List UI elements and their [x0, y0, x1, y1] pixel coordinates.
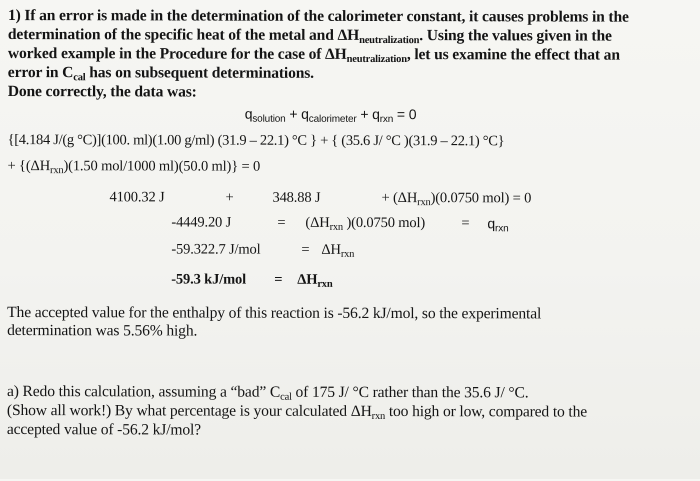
calc-sub-3: rxn	[417, 197, 431, 209]
calc-sub-2: rxn	[50, 165, 64, 177]
calc-line-4b	[305, 214, 425, 234]
calc-line-4-eq2	[461, 214, 469, 232]
q-rxn-symbol: q	[372, 105, 380, 122]
intro-text-4a: error in C	[7, 64, 74, 82]
calc-value-4449: -4449.20 J	[171, 214, 232, 231]
question-line-1	[7, 383, 529, 404]
intro-text-3b: , let us examine the effect that an	[406, 46, 620, 64]
calc-text-5b: ΔH	[321, 241, 341, 258]
calc-plus-3: +	[225, 189, 234, 206]
calc-value-348: 348.88 J	[272, 189, 321, 206]
question-sub-2: rxn	[371, 410, 386, 423]
calc-line-5-eq	[301, 241, 309, 259]
calc-line-6a	[171, 270, 246, 288]
intro-text-5: Done correctly, the data was:	[7, 83, 197, 101]
intro-text-1: 1) If an error is made in the determination of the calorimeter constant, it causes problems in the	[7, 7, 629, 26]
calc-line-5a	[171, 240, 260, 258]
q-calorimeter-sub: calorimeter	[308, 113, 357, 125]
calc-line-4a	[171, 213, 231, 231]
calc-sub-6: rxn	[317, 278, 333, 290]
calc-line-5b	[321, 241, 354, 261]
question-text-1b: of 175 J/ °C rather than the 35.6 J/ °C.	[291, 383, 529, 402]
intro-line-1	[8, 7, 629, 27]
calc-text-1: {[4.184 J/(g °C)](100. ml)(1.00 g/ml) (31.9 – 22.1) °C } + { (35.6 J/ °C )(31.9 – 22.1) °C}	[7, 132, 505, 150]
intro-text-3a: worked example in the Procedure for the case of ΔH	[7, 45, 347, 63]
calc-equals-6: =	[274, 271, 283, 288]
calc-line-2	[8, 157, 261, 178]
calc-q-symbol: q	[487, 215, 496, 232]
calc-equals-4: =	[277, 214, 286, 231]
question-text-3: accepted value of -56.2 kJ/mol?	[6, 421, 202, 439]
calc-text-3c: + (ΔH	[381, 189, 418, 207]
accepted-text-1: The accepted value for the enthalpy of this reaction is -56.2 kJ/mol, so the experimental	[7, 304, 542, 323]
calc-text-4c: )(0.0750 mol)	[342, 214, 426, 232]
q-solution-sub: solution	[252, 113, 286, 125]
question-text-2b: too high or low, compared to the	[385, 403, 588, 421]
intro-line-5	[8, 83, 197, 101]
intro-text-2b: . Using the values given in the	[419, 27, 612, 45]
question-sub-1: cal	[280, 391, 292, 403]
calc-line-4-q	[487, 214, 508, 235]
calc-sub-5: rxn	[340, 248, 355, 260]
calc-line-3a	[109, 188, 164, 206]
question-text-1a: a) Redo this calculation, assuming a “bad” C	[6, 383, 281, 401]
calc-line-4-eq	[277, 214, 285, 232]
calc-result-kj: -59.3 kJ/mol	[171, 271, 247, 288]
calc-line-1	[8, 131, 505, 150]
q-calorimeter-symbol: q	[301, 105, 309, 122]
intro-text-4b: has on subsequent determinations.	[85, 64, 314, 82]
calc-text-4b: (ΔH	[305, 214, 330, 231]
calc-value-4100: 4100.32 J	[109, 189, 165, 206]
q-solution-symbol: q	[244, 105, 253, 122]
intro-sub-3: neutralization	[346, 53, 407, 66]
equation-plus-1: +	[285, 105, 302, 122]
intro-text-2a: determination of the specific heat of the metal and ΔH	[7, 26, 360, 44]
calc-text-2a: + {(ΔH	[7, 158, 51, 175]
intro-sub-2: neutralization	[359, 34, 420, 47]
intro-sub-4: cal	[73, 72, 86, 84]
intro-line-4	[8, 64, 314, 85]
calc-text-2b: )(1.50 mol/1000 ml)(50.0 ml)} = 0	[63, 158, 261, 175]
accepted-line-1	[7, 304, 541, 323]
accepted-line-2	[7, 322, 197, 340]
equation-plus-2: +	[356, 105, 373, 122]
heat-balance-equation	[245, 105, 417, 126]
accepted-text-2: determination was 5.56% high.	[7, 322, 198, 340]
equation-equals-zero: = 0	[393, 106, 417, 123]
calc-line-3b	[272, 189, 320, 207]
calc-equals-4b: =	[461, 215, 470, 232]
calc-equals-5: =	[301, 241, 310, 258]
question-line-3	[7, 421, 201, 440]
calc-text-6b: ΔH	[297, 271, 318, 288]
q-rxn-sub: rxn	[379, 113, 394, 126]
calc-line-6b	[297, 271, 332, 291]
calc-text-3d: )(0.0750 mol) = 0	[430, 190, 532, 207]
calc-value-59322: -59.322.7 J/mol	[171, 241, 261, 258]
calc-line-3-plus	[225, 189, 233, 207]
question-text-2a: (Show all work!) By what percentage is your calculated ΔH	[6, 402, 372, 420]
calc-line-3c	[381, 189, 531, 209]
calc-q-sub: rxn	[495, 223, 509, 235]
calc-sub-4: rxn	[329, 221, 344, 233]
calc-line-6-eq	[274, 271, 282, 289]
